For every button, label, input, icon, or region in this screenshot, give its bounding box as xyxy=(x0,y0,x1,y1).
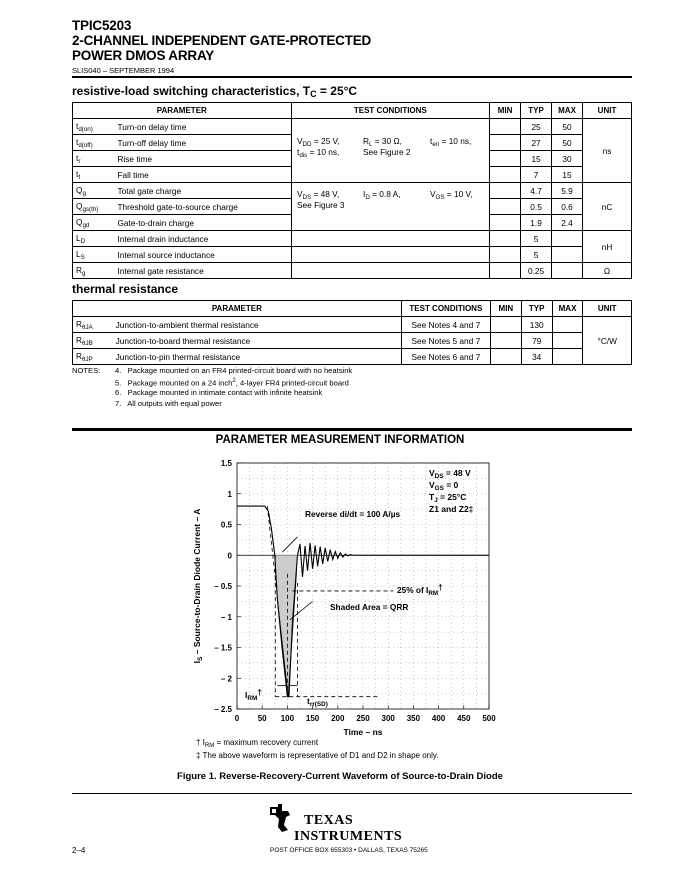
thermal-condition: See Notes 6 and 7 xyxy=(401,349,490,365)
col-test-conditions: TEST CONDITIONS xyxy=(291,103,490,119)
max-value: 2.4 xyxy=(552,215,583,231)
x-tick-label: 200 xyxy=(331,714,345,723)
y-tick-label: – 1 xyxy=(220,612,232,622)
thermal-symbol: $R_{\theta JA}$ xyxy=(73,317,113,333)
y-tick-label: 1 xyxy=(227,489,232,499)
pmi-title: PARAMETER MEASUREMENT INFORMATION xyxy=(215,434,465,446)
typ-value: 1.9 xyxy=(521,215,552,231)
x-tick-label: 100 xyxy=(280,714,295,723)
param-symbol: $t_r$ xyxy=(73,151,115,167)
cond-rl: $R_L = 30$ Ω, xyxy=(363,136,402,148)
th-col-max: MAX xyxy=(552,301,583,317)
irm25-label: 25% of $I_{RM}\dagger$ xyxy=(397,582,443,597)
typ-value: 27 xyxy=(521,135,552,151)
doc-code: SLIS040 – SEPTEMBER 1994 xyxy=(72,66,175,75)
thermal-description: Junction-to-pin thermal resistance xyxy=(113,349,402,365)
param-description: Turn-off delay time xyxy=(114,135,291,151)
param-symbol: $Q_{gs(th)}$ xyxy=(73,199,115,215)
cond-vgs-label: $V_{GS} = 0$ xyxy=(429,480,459,492)
cond-vds: $V_{DS} = 48$ V, xyxy=(297,189,340,201)
max-value: 5.9 xyxy=(552,183,583,199)
note-4: 4. Package mounted on an FR4 printed-circuit board with no heatsink xyxy=(115,366,353,375)
max-value: 50 xyxy=(552,119,583,135)
y-tick-label: – 2.5 xyxy=(214,705,232,714)
x-tick-label: 50 xyxy=(257,714,267,723)
thermal-description: Junction-to-ambient thermal resistance xyxy=(113,317,402,333)
th-col-test-conditions: TEST CONDITIONS xyxy=(401,301,490,317)
cond-vgs: $V_{GS} = 10$ V, xyxy=(430,189,473,201)
x-tick-label: 300 xyxy=(381,714,395,723)
param-symbol: $L_D$ xyxy=(73,231,115,247)
param-symbol: $Q_g$ xyxy=(73,183,115,199)
y-tick-label: 0 xyxy=(227,551,232,561)
y-axis-label: $I_S$ – Source-to-Drain Diode Current – A xyxy=(192,508,204,664)
cond-vds-label: $V_{DS} = 48$ V xyxy=(429,468,471,480)
ti-wordmark xyxy=(294,813,402,845)
th-col-unit: UNIT xyxy=(583,301,632,317)
footnote-waveform: ‡ The above waveform is representative of D1 and D2 in shape only. xyxy=(196,751,439,760)
thermal-condition: See Notes 4 and 7 xyxy=(401,317,490,333)
thermal-typ: 34 xyxy=(521,349,552,365)
x-tick-label: 500 xyxy=(482,714,496,723)
param-description: Internal source inductance xyxy=(114,247,291,263)
thermal-symbol: $R_{\theta JB}$ xyxy=(73,333,113,349)
max-value: 30 xyxy=(552,151,583,167)
y-tick-label: 1.5 xyxy=(220,459,232,468)
thermal-section-title: thermal resistance xyxy=(72,282,179,296)
cond-ten: $t_{en} = 10$ ns, xyxy=(430,136,472,148)
cond-fig2: See Figure 2 xyxy=(363,147,411,157)
x-tick-label: 0 xyxy=(234,714,240,723)
thermal-condition: See Notes 5 and 7 xyxy=(401,333,490,349)
param-symbol: $t_{d(on)}$ xyxy=(73,119,115,135)
footer-rule xyxy=(72,793,632,794)
y-tick-label: – 2 xyxy=(220,674,232,684)
note-7: 7. All outputs with equal power xyxy=(115,399,222,408)
cond-tj-label: $T_J = 25^\circ C$ xyxy=(429,492,467,504)
qrr-label: Shaded Area = QRR xyxy=(330,602,409,612)
cond-z-label: Z1 and Z2‡ xyxy=(429,504,474,514)
param-description: Turn-on delay time xyxy=(114,119,291,135)
param-description: Rise time xyxy=(114,151,291,167)
x-tick-label: 350 xyxy=(406,714,421,723)
max-value: 15 xyxy=(552,167,583,183)
param-symbol: $t_{d(off)}$ xyxy=(73,135,115,151)
didt-leader xyxy=(282,537,297,552)
thermal-unit: °C/W xyxy=(583,317,632,365)
col-parameter: PARAMETER xyxy=(73,103,292,119)
x-axis-label: Time – ns xyxy=(343,727,383,737)
param-symbol: $L_S$ xyxy=(73,247,115,263)
x-tick-label: 450 xyxy=(457,714,471,723)
col-typ: TYP xyxy=(521,103,552,119)
param-symbol: $t_f$ xyxy=(73,167,115,183)
th-col-min: MIN xyxy=(490,301,521,317)
didt-label: Reverse di/dt = 100 A/µs xyxy=(305,509,401,519)
figure-footnotes xyxy=(196,738,439,761)
y-tick-label: – 1.5 xyxy=(214,643,232,653)
param-symbol: $Q_{gd}$ xyxy=(73,215,115,231)
typ-value: 5 xyxy=(521,231,552,247)
notes-label: NOTES: xyxy=(72,366,101,375)
thermal-typ: 79 xyxy=(521,333,552,349)
param-description: Threshold gate-to-source charge xyxy=(114,199,291,215)
thermal-typ: 130 xyxy=(521,317,552,333)
thermal-description: Junction-to-board thermal resistance xyxy=(113,333,402,349)
param-description: Internal gate resistance xyxy=(114,263,291,279)
title-line-3: POWER DMOS ARRAY xyxy=(72,48,215,63)
cond-vdd: $V_{DD} = 25$ V, xyxy=(297,136,340,148)
note-6: 6. Package mounted in intimate contact with infinite heatsink xyxy=(115,388,323,397)
unit-ns: ns xyxy=(583,119,632,183)
col-min: MIN xyxy=(490,103,521,119)
figure-caption: Figure 1. Reverse-Recovery-Current Waveform of Source-to-Drain Diode xyxy=(177,771,503,782)
cond-tdis: $t_{dis} = 10$ ns, xyxy=(297,147,340,159)
col-max: MAX xyxy=(552,103,583,119)
typ-value: 0.25 xyxy=(521,263,552,279)
typ-value: 25 xyxy=(521,119,552,135)
switching-section-title: resistive-load switching characteristics, $T_C = 25^\circ C$ xyxy=(72,84,358,99)
param-description: Internal drain inductance xyxy=(114,231,291,247)
footnote-irm: † $I_{RM}$ = maximum recovery current xyxy=(196,738,319,749)
param-description: Total gate charge xyxy=(114,183,291,199)
ti-logo-icon xyxy=(268,803,294,833)
typ-value: 4.7 xyxy=(521,183,552,199)
cond-id: $I_D = 0.8$ A, xyxy=(363,189,401,201)
x-tick-label: 250 xyxy=(356,714,370,723)
typ-value: 7 xyxy=(521,167,552,183)
footer-address: POST OFFICE BOX 655303 • DALLAS, TEXAS 75265 xyxy=(270,847,428,854)
note-5: 5. Package mounted on a 24 inch$^2$, 4-layer FR4 printed-circuit board xyxy=(115,378,349,388)
thermal-symbol: $R_{\theta JP}$ xyxy=(73,349,113,365)
trr-label: $t_{rr(SD)}$ xyxy=(307,696,328,708)
max-value: 50 xyxy=(552,135,583,151)
x-tick-label: 150 xyxy=(305,714,320,723)
x-tick-label: 400 xyxy=(431,714,446,723)
col-unit: UNIT xyxy=(583,103,632,119)
title-line-2: 2-CHANNEL INDEPENDENT GATE-PROTECTED xyxy=(72,33,372,48)
y-tick-label: 0.5 xyxy=(220,520,232,530)
page-number: 2–4 xyxy=(72,846,86,855)
param-symbol: $R_g$ xyxy=(73,263,115,279)
ti-wordmark-line2: INSTRUMENTS xyxy=(294,829,403,844)
th-col-typ: TYP xyxy=(521,301,552,317)
irm-label: $I_{RM}\dagger$ xyxy=(245,687,262,702)
typ-value: 0.5 xyxy=(521,199,552,215)
th-col-parameter: PARAMETER xyxy=(73,301,402,317)
typ-value: 15 xyxy=(521,151,552,167)
typ-value: 5 xyxy=(521,247,552,263)
unit-nh: nH xyxy=(583,231,632,263)
y-tick-label: – 0.5 xyxy=(214,582,232,591)
unit-ohm: Ω xyxy=(583,263,632,279)
cond-fig3: See Figure 3 xyxy=(297,200,345,210)
max-value: 0.6 xyxy=(552,199,583,215)
param-description: Gate-to-drain charge xyxy=(114,215,291,231)
part-number: TPIC5203 xyxy=(72,18,132,33)
param-description: Fall time xyxy=(114,167,291,183)
unit-nc: nC xyxy=(583,183,632,231)
ti-wordmark-line1: TEXAS xyxy=(304,813,354,828)
